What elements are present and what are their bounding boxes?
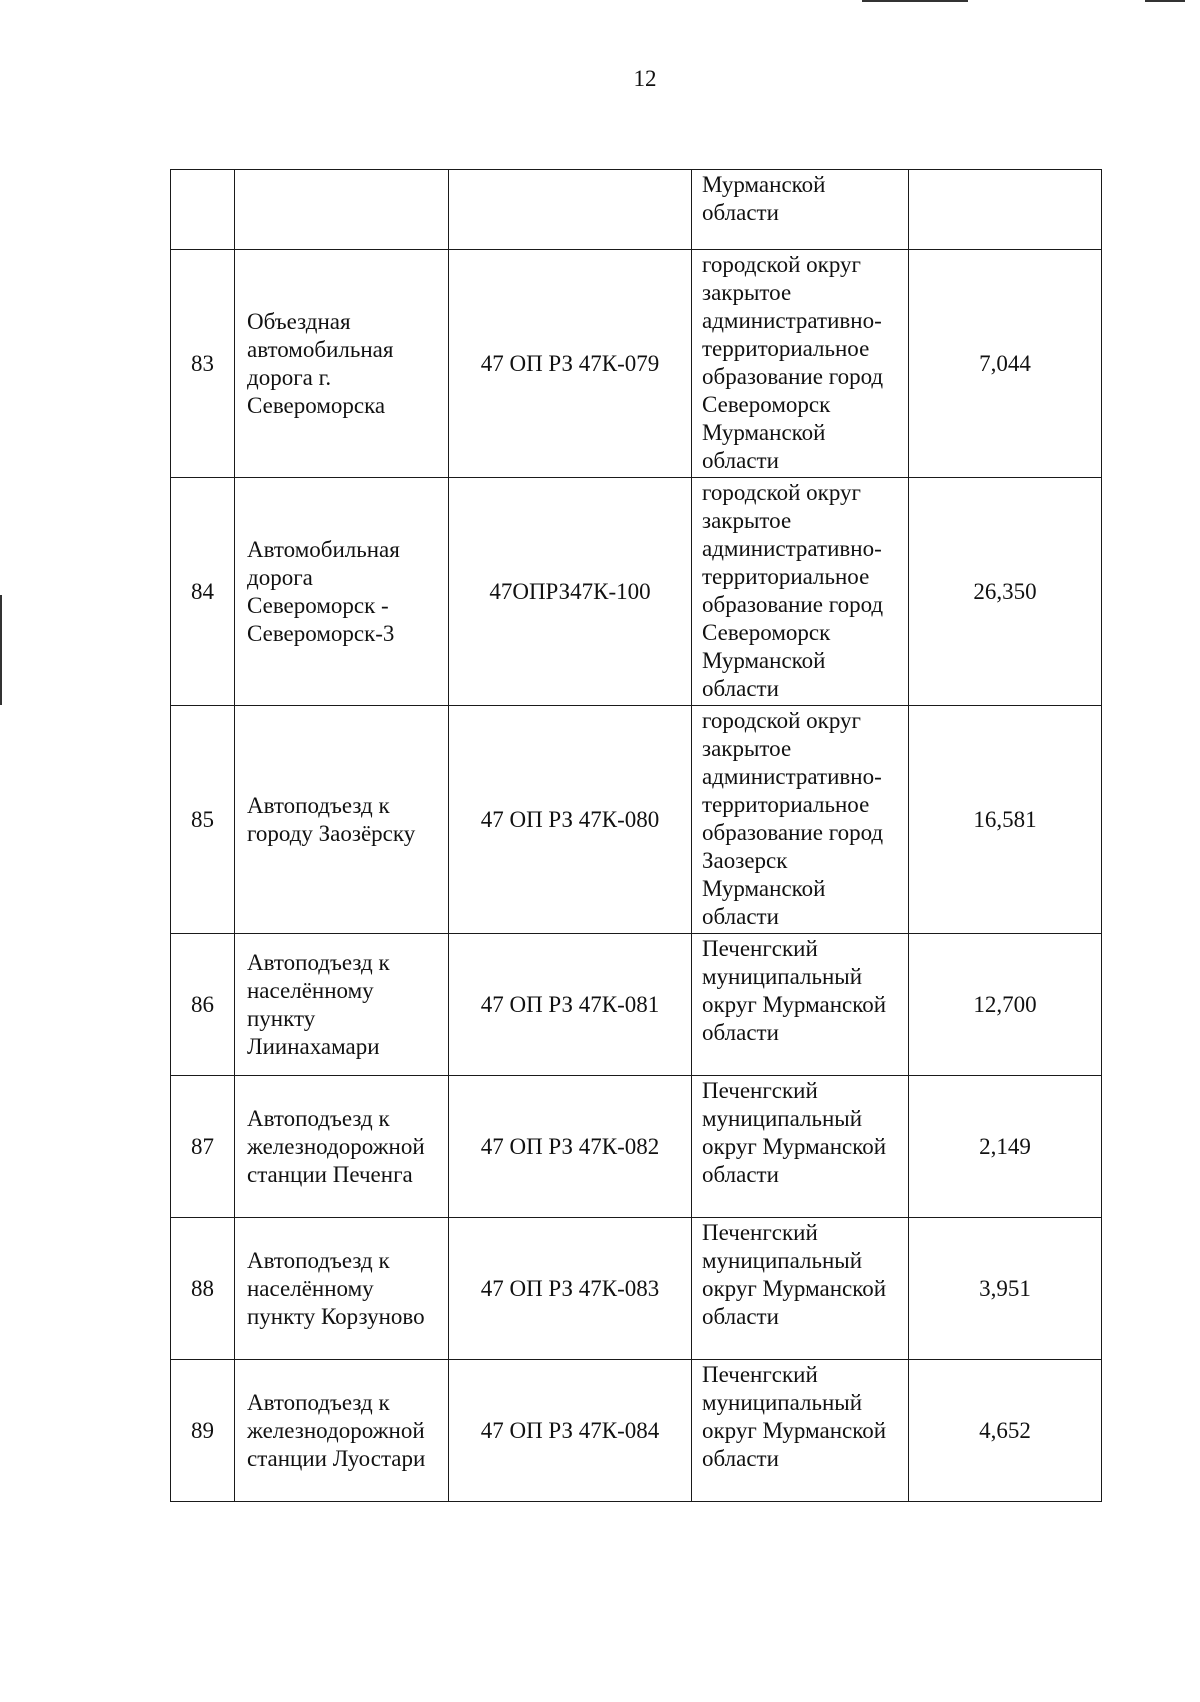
municipality-text: городской округ закрытое административно-территориальное образование город Североморск Мурманской области <box>702 480 884 701</box>
row-number: 84 <box>171 478 235 706</box>
road-length: 7,044 <box>909 250 1102 478</box>
municipality <box>692 1076 909 1218</box>
table-row <box>171 706 1102 934</box>
road-name-text: Автоподъезд к населённому пункту Корзуново <box>247 1247 425 1329</box>
row-number: 88 <box>171 1218 235 1360</box>
road-name <box>235 934 449 1076</box>
row-number: 85 <box>171 706 235 934</box>
municipality-text: Мурманской области <box>702 172 826 225</box>
road-name <box>235 250 449 478</box>
road-code: 47 ОП РЗ 47К-081 <box>449 934 692 1076</box>
municipality <box>692 478 909 706</box>
row-number <box>171 170 235 250</box>
road-length: 26,350 <box>909 478 1102 706</box>
municipality <box>692 706 909 934</box>
municipality <box>692 1218 909 1360</box>
road-name-text: Автомобильная дорога Североморск - Североморск-3 <box>247 536 400 646</box>
municipality-text: Печенгский муниципальный округ Мурманской области <box>702 1220 887 1329</box>
road-length: 16,581 <box>909 706 1102 934</box>
road-code: 47 ОП РЗ 47К-080 <box>449 706 692 934</box>
table-row <box>171 1076 1102 1218</box>
road-name-text: Автоподъезд к городу Заозёрску <box>247 792 416 846</box>
road-name-text: Автоподъезд к населённому пункту Лиинахамари <box>247 949 390 1059</box>
roads-table <box>170 169 1102 1502</box>
row-number: 86 <box>171 934 235 1076</box>
road-length: 2,149 <box>909 1076 1102 1218</box>
scan-edge-mark <box>1145 0 1185 2</box>
road-name <box>235 1076 449 1218</box>
road-name-text: Объездная автомобильная дорога г. Североморска <box>247 308 394 418</box>
road-length: 12,700 <box>909 934 1102 1076</box>
row-number: 89 <box>171 1360 235 1502</box>
road-name-text: Автоподъезд к железнодорожной станции Печенга <box>247 1105 425 1187</box>
page-number: 12 <box>633 66 657 91</box>
municipality <box>692 934 909 1076</box>
municipality-text: городской округ закрытое административно-территориальное образование город Заозерск Мурманской области <box>702 708 884 929</box>
municipality <box>692 250 909 478</box>
table-row <box>171 250 1102 478</box>
table-row <box>171 1218 1102 1360</box>
municipality-text: Печенгский муниципальный округ Мурманской области <box>702 1362 887 1471</box>
table-row <box>171 1360 1102 1502</box>
road-length: 4,652 <box>909 1360 1102 1502</box>
road-length: 3,951 <box>909 1218 1102 1360</box>
table-row <box>171 170 1102 250</box>
road-name <box>235 170 449 250</box>
municipality-text: городской округ закрытое административно-территориальное образование город Североморск Мурманской области <box>702 252 884 473</box>
road-name <box>235 706 449 934</box>
road-name-text: Автоподъезд к железнодорожной станции Луостари <box>247 1389 426 1471</box>
road-code: 47 ОП РЗ 47К-084 <box>449 1360 692 1502</box>
road-code <box>449 170 692 250</box>
municipality-text: Печенгский муниципальный округ Мурманской области <box>702 936 887 1045</box>
table-row <box>171 934 1102 1076</box>
scan-edge-mark <box>862 0 968 2</box>
road-code: 47 ОП РЗ 47К-083 <box>449 1218 692 1360</box>
road-code: 47 ОП РЗ 47К-082 <box>449 1076 692 1218</box>
row-number: 83 <box>171 250 235 478</box>
municipality <box>692 170 909 250</box>
road-name <box>235 1218 449 1360</box>
road-length <box>909 170 1102 250</box>
scan-edge-mark <box>0 595 2 705</box>
municipality-text: Печенгский муниципальный округ Мурманской области <box>702 1078 887 1187</box>
row-number: 87 <box>171 1076 235 1218</box>
municipality <box>692 1360 909 1502</box>
table-row <box>171 478 1102 706</box>
road-name <box>235 478 449 706</box>
road-code: 47 ОП РЗ 47К-079 <box>449 250 692 478</box>
road-name <box>235 1360 449 1502</box>
road-code: 47ОПРЗ47К-100 <box>449 478 692 706</box>
